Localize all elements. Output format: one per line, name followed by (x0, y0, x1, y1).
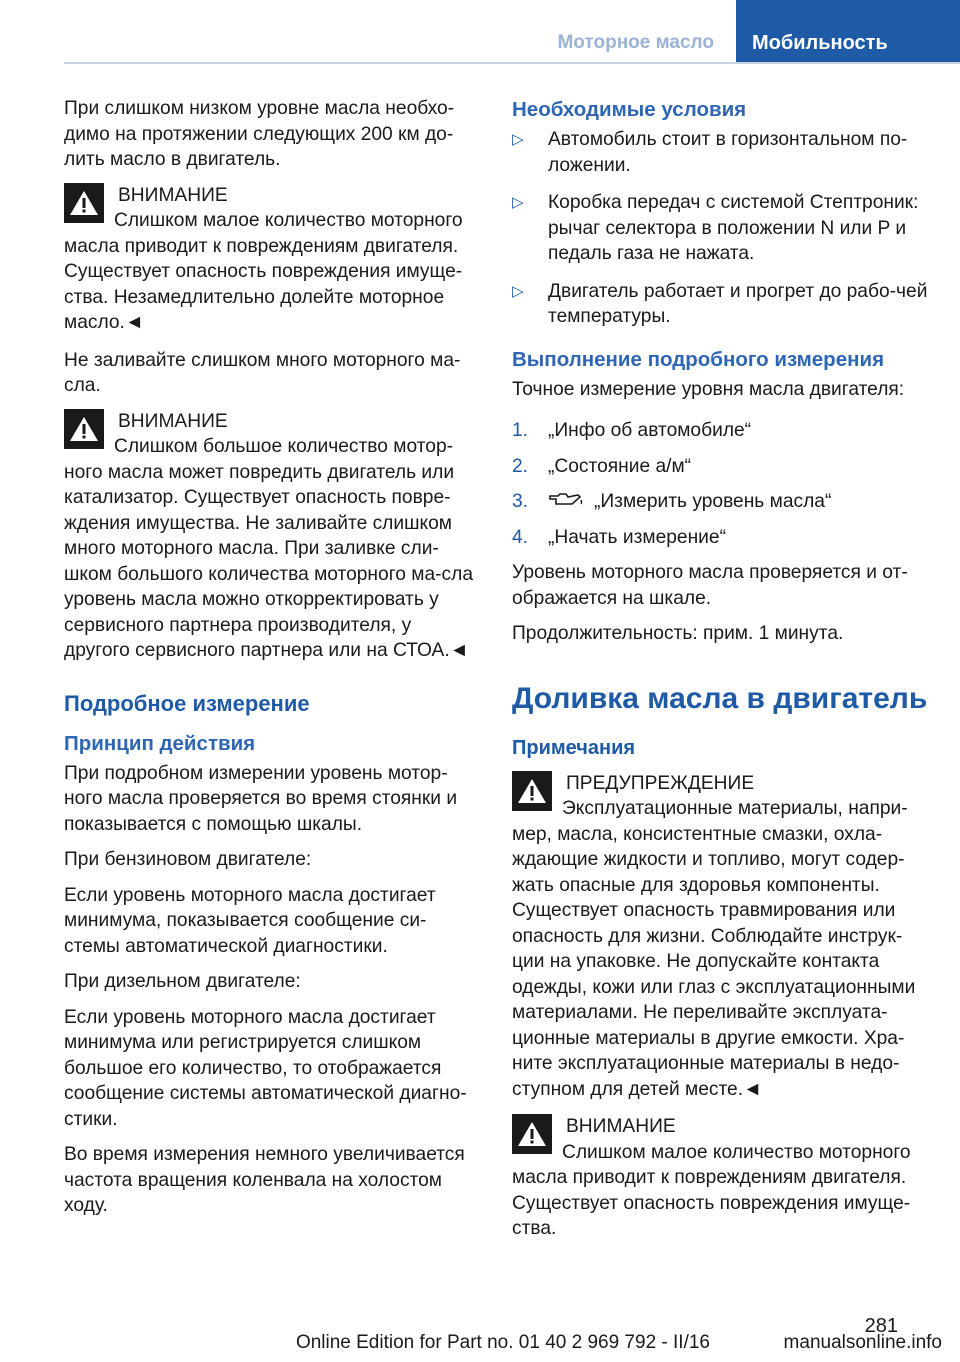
steps-list (512, 418, 930, 550)
paragraph: При подробном измерении уровень мотор-ного масла проверяется во время стоянки и показывается с помощью шкалы. (64, 762, 458, 835)
list-item: 1. „Инфо об автомобиле“ (512, 420, 752, 441)
warning-text: Эксплуатационные материалы, напри-мер, масла, консистентные смазки, охла-ждающие жидкости и топливо, могут содер-жать опасные для здоровья компоненты. Существует опасность травмирования или опасность для жизни. Соблюдайте инструк-ции на упаковке. Не допускайте контакта одежды, кожи или глаз с эксплуатационными материалами. Не переливайте эксплуата-ционные материалы в другие емкости. Хра-ните эксплуатационные материалы в недо-ступном для детей месте.◄ (512, 798, 916, 1100)
warning-block (64, 183, 480, 336)
warning-triangle-icon (64, 183, 104, 223)
edition-note: Online Edition for Part no. 01 40 2 969 792 - II/16 (295, 1332, 710, 1353)
paragraph: Во время измерения немного увеличивается частота вращения коленвала на холостом ходу. (64, 1144, 465, 1216)
header-section-prev: Моторное масло (539, 0, 736, 62)
warning-block (512, 1114, 930, 1242)
warning-triangle-icon (512, 771, 552, 811)
conditions-list (512, 127, 930, 330)
warning-title: ВНИМАНИЕ (118, 184, 228, 206)
warning-triangle-icon (64, 409, 104, 449)
oil-can-icon (548, 489, 584, 515)
triangle-right-icon: ▷ (512, 194, 524, 211)
subsection-heading: Принцип действия (64, 731, 256, 755)
warning-title: ВНИМАНИЕ (118, 410, 228, 432)
header-section-current: Мобильность (736, 0, 960, 62)
subsection-heading: Примечания (512, 736, 636, 759)
list-item: 4. „Начать измерение“ (512, 526, 726, 548)
watermark: manualsonline.info (783, 1332, 942, 1353)
list-item: ▷ Двигатель работает и прогрет до рабо-чей температуры. (512, 280, 928, 327)
warning-triangle-icon (512, 1114, 552, 1154)
list-item: ▷ Автомобиль стоит в горизонтальном по-ложении. (512, 129, 908, 176)
list-item: 2. „Состояние а/м“ (512, 455, 692, 477)
triangle-right-icon: ▷ (512, 282, 524, 300)
page-number: 281 (864, 1315, 898, 1337)
chapter-heading: Доливка масла в двигатель (512, 681, 928, 715)
warning-text: Слишком малое количество моторного масла приводит к повреждениям двигателя. Существует опасность повреждения имуще-ства. Незамедлительно долейте моторное масло.◄ (64, 210, 463, 333)
paragraph: Уровень моторного масла проверяется и от-ображается на шкале. (512, 562, 908, 609)
warning-text: Слишком малое количество моторного масла приводит к повреждениям двигателя. Существует опасность повреждения имуще-ства. (512, 1141, 911, 1240)
triangle-right-icon: ▷ (512, 131, 524, 148)
list-item: ▷ Коробка передач с системой Стептроник: рычаг селектора в положении N или P и педаль газа не нажата. (512, 192, 919, 264)
paragraph: Не заливайте слишком много моторного ма-сла. (64, 349, 461, 396)
paragraph: Если уровень моторного масла достигает минимума, показывается сообщение си-стемы автоматической диагностики. (64, 884, 436, 957)
paragraph: Точное измерение уровня масла двигателя: (512, 378, 905, 400)
paragraph: Продолжительность: прим. 1 минута. (512, 623, 844, 645)
subsection-heading: Необходимые условия (512, 98, 747, 121)
subsection-heading: Выполнение подробного измерения (512, 347, 885, 371)
warning-block (64, 409, 480, 664)
warning-text: Слишком большое количество мотор-ного масла может повредить двигатель или катализатор. Существует опасность повре-ждения имущества. Не заливайте слишком много моторного масла. При заливке сли-шком большого количества моторного ма-сла уровень масла можно откорректировать у сервисного партнера производителя, у другого сервисного партнера или на СТОА.◄ (64, 436, 473, 661)
paragraph: При бензиновом двигателе: (64, 849, 312, 870)
list-item: 3. „Измерить уровень масла“ (512, 489, 930, 515)
paragraph: Если уровень моторного масла достигает минимума или регистрируется слишком большое его количество, то отображается сообщение системы автоматической диагно-стики. (64, 1006, 467, 1130)
page-header (539, 0, 960, 62)
right-column (512, 96, 930, 1254)
paragraph: При слишком низком уровне масла необхо-димо на протяжении следующих 200 км до-лить масло в двигатель. (64, 98, 455, 170)
warning-title: ПРЕДУПРЕЖДЕНИЕ (566, 772, 755, 794)
paragraph: При дизельном двигателе: (64, 971, 301, 992)
warning-block (512, 771, 930, 1103)
warning-title: ВНИМАНИЕ (566, 1116, 676, 1138)
section-heading: Подробное измерение (64, 690, 310, 716)
header-divider (64, 62, 960, 64)
left-column (64, 96, 480, 1229)
